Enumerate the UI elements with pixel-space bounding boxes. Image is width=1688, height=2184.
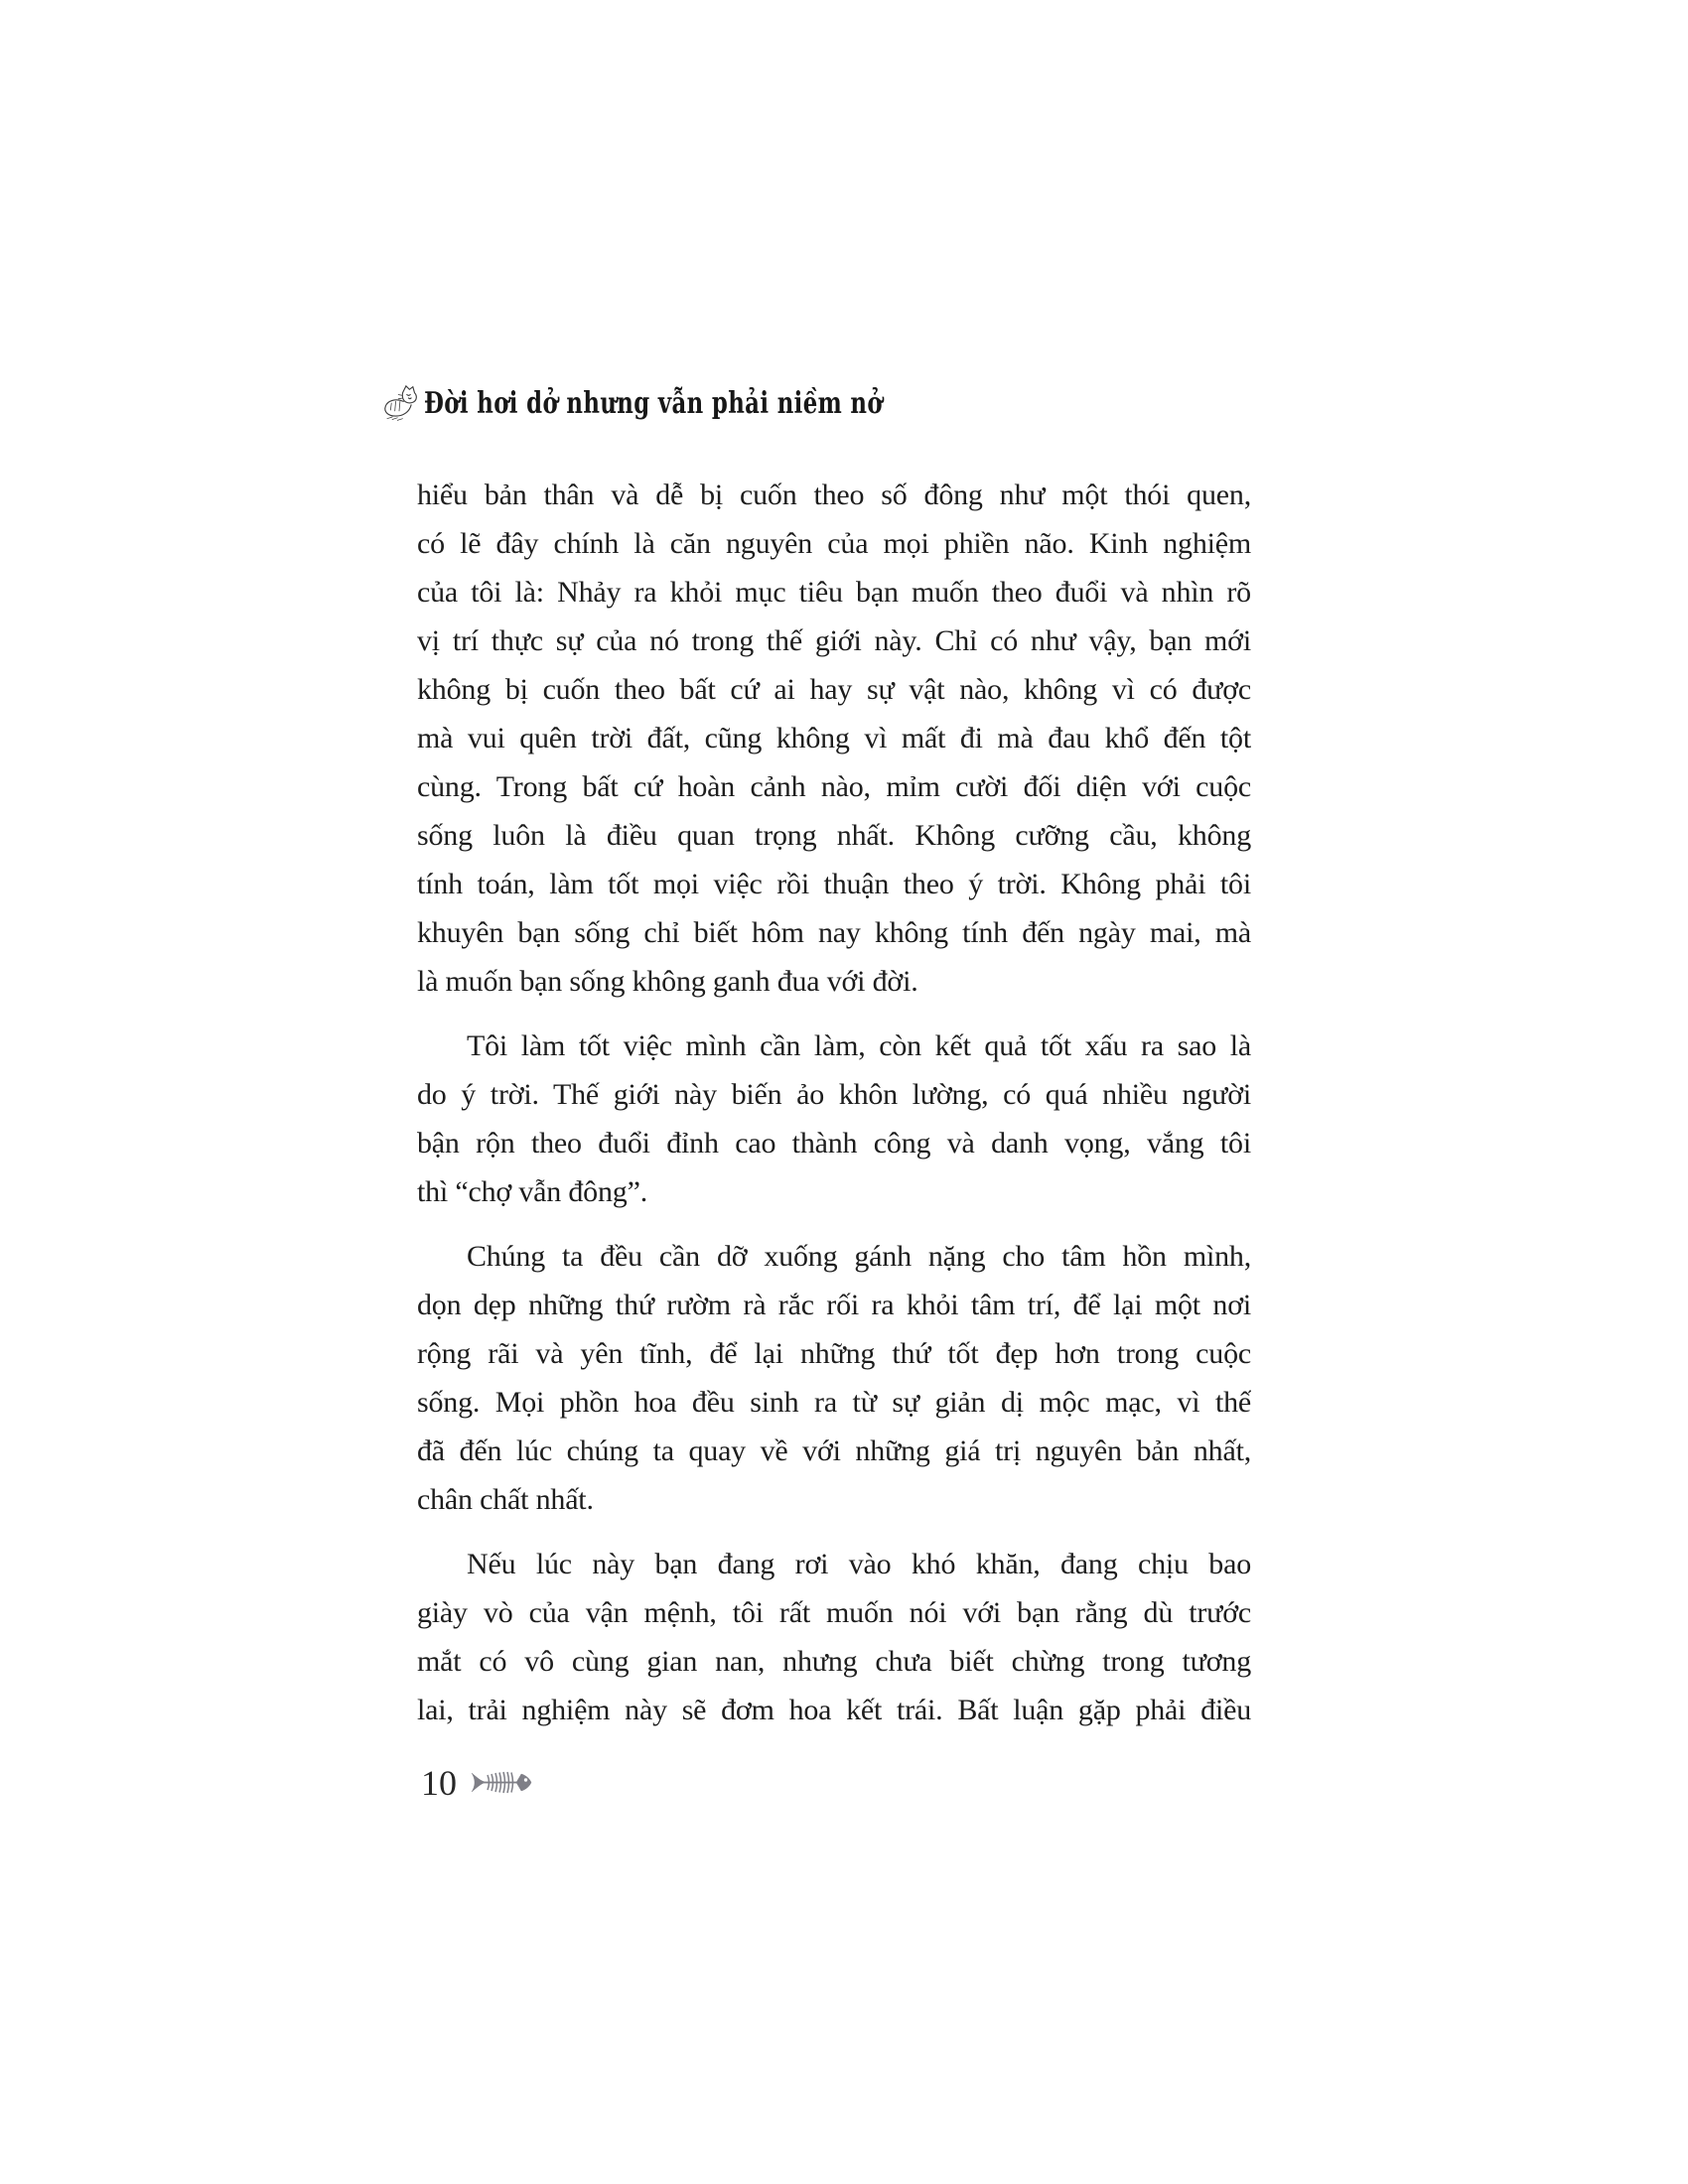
text-line: Chúng ta đều cần dỡ xuống gánh nặng cho tâm hồn mình, [467,1240,1251,1273]
paragraph [417,1540,1251,1734]
text-line: do ý trời. Thế giới này biến ảo khôn lường, có quá nhiều người [417,1078,1251,1111]
text-line: hiểu bản thân và dễ bị cuốn theo số đông như một thói quen, [417,478,1251,511]
paragraph [417,471,1251,1006]
text-line: dọn dẹp những thứ rườm rà rắc rối ra khỏi tâm trí, để lại một nơi [417,1289,1251,1321]
text-line: là muốn bạn sống không ganh đua với đời. [417,965,918,998]
running-header [380,383,1028,425]
paragraph [417,1232,1251,1524]
text-line: đã đến lúc chúng ta quay về với những giá trị nguyên bản nhất, [417,1434,1251,1467]
text-line: sống. Mọi phồn hoa đều sinh ra từ sự giản dị mộc mạc, vì thế [417,1386,1251,1419]
text-line: rộng rãi và yên tĩnh, để lại những thứ tốt đẹp hơn trong cuộc [417,1337,1251,1370]
text-line: sống luôn là điều quan trọng nhất. Không cưỡng cầu, không [417,819,1251,852]
text-line: lai, trải nghiệm này sẽ đơm hoa kết trái. Bất luận gặp phải điều [417,1694,1251,1726]
text-line: vị trí thực sự của nó trong thế giới này. Chỉ có như vậy, bạn mới [417,624,1251,657]
page-number: 10 [421,1763,457,1803]
text-line: của tôi là: Nhảy ra khỏi mục tiêu bạn muốn theo đuổi và nhìn rõ [417,576,1251,609]
text-line: mắt có vô cùng gian nan, nhưng chưa biết chừng trong tương [417,1645,1251,1678]
text-line: có lẽ đây chính là căn nguyên của mọi phiền não. Kinh nghiệm [417,527,1251,560]
text-line: không bị cuốn theo bất cứ ai hay sự vật nào, không vì có được [417,673,1251,706]
text-line: Tôi làm tốt việc mình cần làm, còn kết quả tốt xấu ra sao là [467,1029,1251,1062]
sleeping-cat-sketch-icon [380,383,418,425]
text-line: thì “chợ vẫn đông”. [417,1175,647,1208]
text-line: mà vui quên trời đất, cũng không vì mất đi mà đau khổ đến tột [417,722,1251,754]
text-line: giày vò của vận mệnh, tôi rất muốn nói với bạn rằng dù trước [417,1596,1251,1629]
running-header-title: Đời hơi dở nhưng vẫn phải niềm nở [424,386,883,421]
text-line: Nếu lúc này bạn đang rơi vào khó khăn, đang chịu bao [467,1548,1251,1580]
page-footer [421,1763,532,1803]
paragraph [417,1022,1251,1216]
text-line: chân chất nhất. [417,1483,594,1516]
fish-bone-icon [471,1769,532,1797]
body-text [417,471,1251,1734]
text-line: bận rộn theo đuổi đỉnh cao thành công và danh vọng, vắng tôi [417,1127,1251,1160]
text-line: cùng. Trong bất cứ hoàn cảnh nào, mỉm cười đối diện với cuộc [417,770,1251,803]
text-line: khuyên bạn sống chỉ biết hôm nay không tính đến ngày mai, mà [417,916,1251,949]
text-line: tính toán, làm tốt mọi việc rồi thuận theo ý trời. Không phải tôi [417,868,1251,900]
